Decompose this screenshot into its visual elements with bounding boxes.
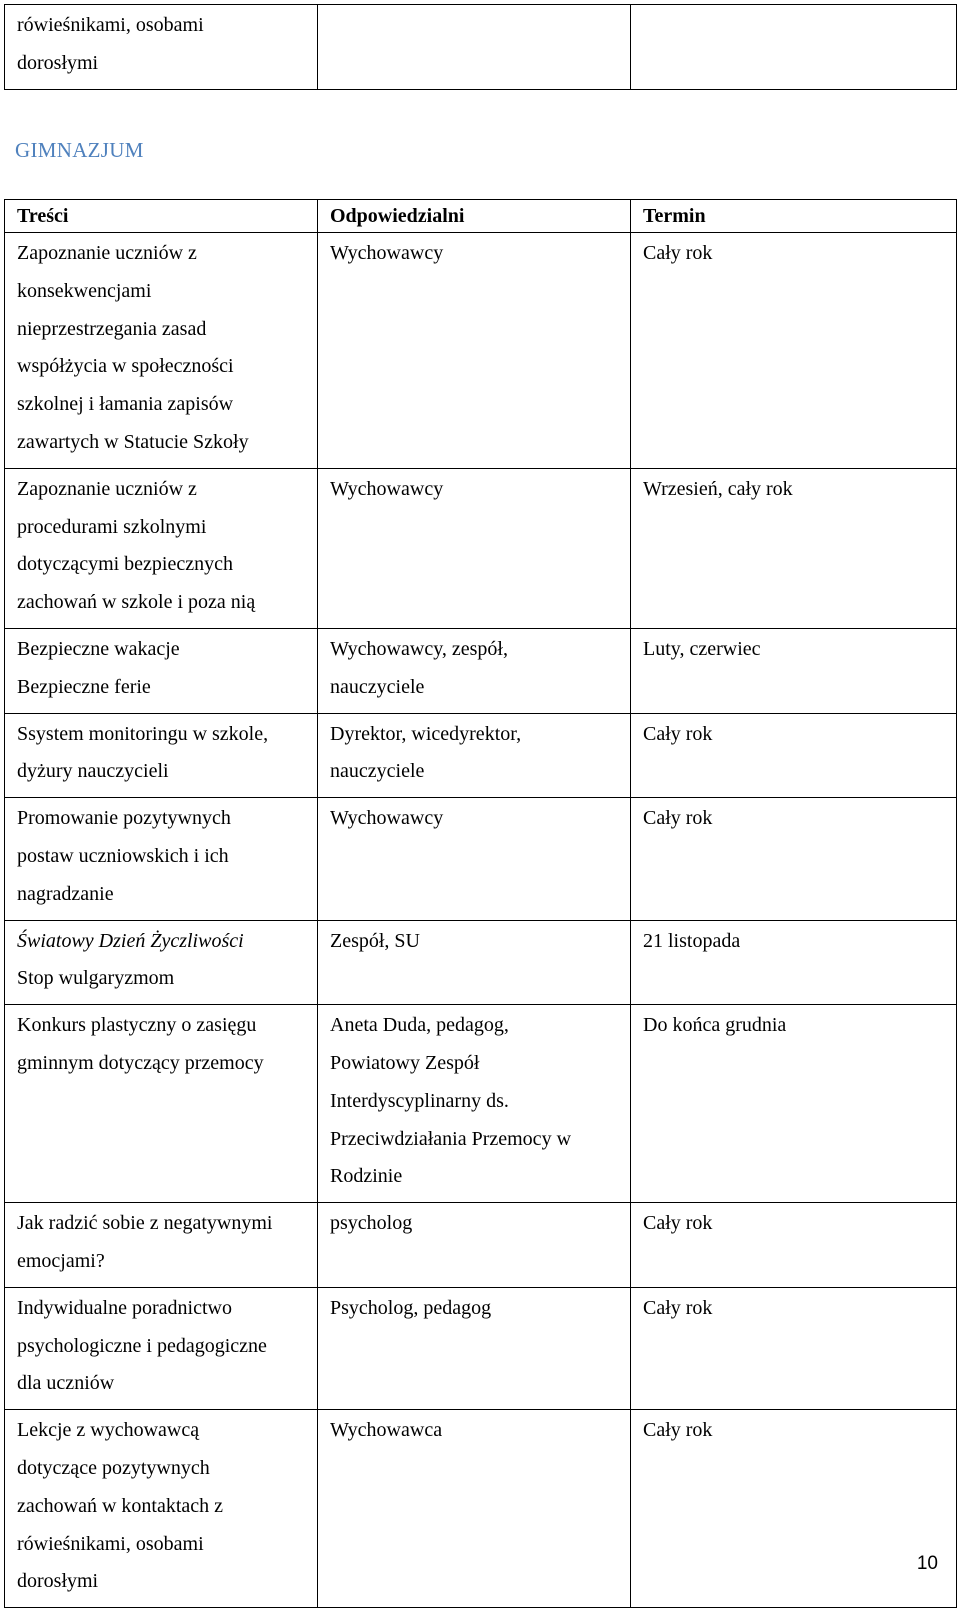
cell-line: Konkurs plastyczny o zasięgu (17, 1014, 257, 1037)
tresci-cell (5, 468, 318, 628)
cell-line: Wychowawcy (330, 242, 444, 264)
cell-line: nieprzestrzegania zasad (17, 317, 207, 340)
odpowiedzialni-cell (318, 1203, 631, 1288)
cell-line: zachowań w szkole i poza nią (17, 591, 256, 614)
table-row (5, 920, 957, 1005)
cell-line: dyżury nauczycieli (17, 760, 169, 783)
header-termin: Termin (631, 200, 957, 233)
cell-line: Przeciwdziałania Przemocy w (330, 1127, 572, 1150)
termin-cell (631, 233, 957, 469)
cell-line: współżycia w społeczności (17, 355, 234, 378)
cell-line: Wychowawca (330, 1419, 443, 1442)
table-row (5, 1203, 957, 1288)
cell-line: dla uczniów (17, 1372, 115, 1395)
section-title: GIMNAZJUM (15, 138, 144, 162)
cell-line: Bezpieczne wakacje (17, 637, 180, 660)
cell-line: nagradzanie (17, 882, 114, 905)
cell-line: rówieśnikami, osobami (17, 1532, 204, 1555)
termin-cell (631, 5, 957, 90)
cell-line: Wychowawcy (330, 807, 444, 830)
cell-line: Wrzesień, cały rok (643, 477, 793, 500)
cell-line: Aneta Duda, pedagog, (330, 1014, 509, 1037)
cell-line: Indywidualne poradnictwo (17, 1296, 232, 1319)
cell-line: Cały rok (643, 1212, 713, 1235)
cell-line: Stop wulgaryzmom (17, 967, 175, 990)
cell-line: 21 listopada (643, 929, 741, 952)
continued-table (4, 4, 957, 90)
cell-line: Wychowawcy (330, 477, 444, 500)
cell-line: szkolnej i łamania zapisów (17, 393, 234, 416)
cell-line: Lekcje z wychowawcą (17, 1419, 200, 1442)
termin-cell (631, 713, 957, 798)
table-row (5, 468, 957, 628)
cell-line: psycholog (330, 1212, 413, 1235)
cell-line: Zapoznanie uczniów z (17, 242, 197, 264)
cell-line: Cały rok (643, 1296, 713, 1319)
table-row (5, 1287, 957, 1409)
table-row (5, 1005, 957, 1203)
table-row (5, 713, 957, 798)
cell-line: Wychowawcy, zespół, (330, 637, 508, 660)
cell-line: Interdyscyplinarny ds. (330, 1089, 509, 1112)
cell-line: Światowy Dzień Życzliwości (17, 929, 244, 952)
cell-line: konsekwencjami (17, 279, 152, 302)
cell-line: Cały rok (643, 1419, 713, 1442)
cell-line: emocjami? (17, 1249, 105, 1272)
tresci-cell (5, 628, 318, 713)
cell-line: Zespół, SU (330, 929, 420, 952)
odpowiedzialni-cell (318, 1410, 631, 1608)
table-row (5, 628, 957, 713)
cell-line: Do końca grudnia (643, 1014, 787, 1037)
cell-line: nauczyciele (330, 675, 425, 698)
termin-cell (631, 798, 957, 920)
tresci-cell (5, 713, 318, 798)
header-tresci: Treści (5, 200, 318, 233)
cell-line: Psycholog, pedagog (330, 1296, 492, 1319)
cell-line: dotyczące pozytywnych (17, 1456, 210, 1479)
termin-cell (631, 468, 957, 628)
odpowiedzialni-cell (318, 233, 631, 469)
cell-line: Powiatowy Zespół (330, 1051, 480, 1074)
termin-cell (631, 1410, 957, 1608)
cell-line: zachowań w kontaktach z (17, 1494, 224, 1517)
tresci-cell (5, 1203, 318, 1288)
termin-cell (631, 1005, 957, 1203)
gimnazjum-table (4, 199, 957, 1608)
cell-line: gminnym dotyczący przemocy (17, 1051, 264, 1074)
cell-line: procedurami szkolnymi (17, 515, 207, 538)
table-header-row (5, 200, 957, 233)
cell-line: nauczyciele (330, 760, 425, 783)
cell-line: postaw uczniowskich i ich (17, 844, 229, 867)
odpowiedzialni-cell (318, 798, 631, 920)
tresci-cell (5, 5, 318, 90)
odpowiedzialni-cell (318, 1005, 631, 1203)
tresci-cell (5, 798, 318, 920)
cell-line: dorosłymi (17, 1570, 99, 1593)
odpowiedzialni-cell (318, 468, 631, 628)
termin-cell (631, 628, 957, 713)
termin-cell (631, 920, 957, 1005)
odpowiedzialni-cell (318, 1287, 631, 1409)
cell-line: Ssystem monitoringu w szkole, (17, 722, 269, 745)
tresci-cell (5, 1005, 318, 1203)
cell-line: Luty, czerwiec (643, 637, 761, 660)
header-odpowiedzialni: Odpowiedzialni (318, 200, 631, 233)
table-row (5, 5, 957, 90)
cell-line: Promowanie pozytywnych (17, 807, 231, 830)
odpowiedzialni-cell (318, 713, 631, 798)
cell-line: Zapoznanie uczniów z (17, 477, 197, 500)
table-row (5, 798, 957, 920)
cell-line: Jak radzić sobie z negatywnymi (17, 1212, 273, 1235)
cell-line: dorosłymi (17, 51, 99, 74)
cell-line: Dyrektor, wicedyrektor, (330, 722, 522, 745)
tresci-cell (5, 233, 318, 469)
cell-line: zawartych w Statucie Szkoły (17, 430, 249, 453)
odpowiedzialni-cell (318, 628, 631, 713)
table-body (5, 233, 957, 1608)
cell-line: psychologiczne i pedagogiczne (17, 1334, 267, 1357)
termin-cell (631, 1287, 957, 1409)
tresci-cell (5, 1410, 318, 1608)
cell-line: Rodzinie (330, 1165, 403, 1188)
odpowiedzialni-cell (318, 5, 631, 90)
cell-line: dotyczącymi bezpiecznych (17, 553, 233, 576)
cell-line: Cały rok (643, 722, 713, 745)
cell-line: rówieśnikami, osobami (17, 14, 204, 36)
tresci-cell (5, 920, 318, 1005)
cell-line: Cały rok (643, 242, 713, 264)
termin-cell (631, 1203, 957, 1288)
page-number: 10 (916, 1553, 938, 1574)
odpowiedzialni-cell (318, 920, 631, 1005)
table-row (5, 233, 957, 469)
cell-line: Bezpieczne ferie (17, 675, 151, 698)
cell-line: Cały rok (643, 807, 713, 830)
table-row (5, 1410, 957, 1608)
tresci-cell (5, 1287, 318, 1409)
